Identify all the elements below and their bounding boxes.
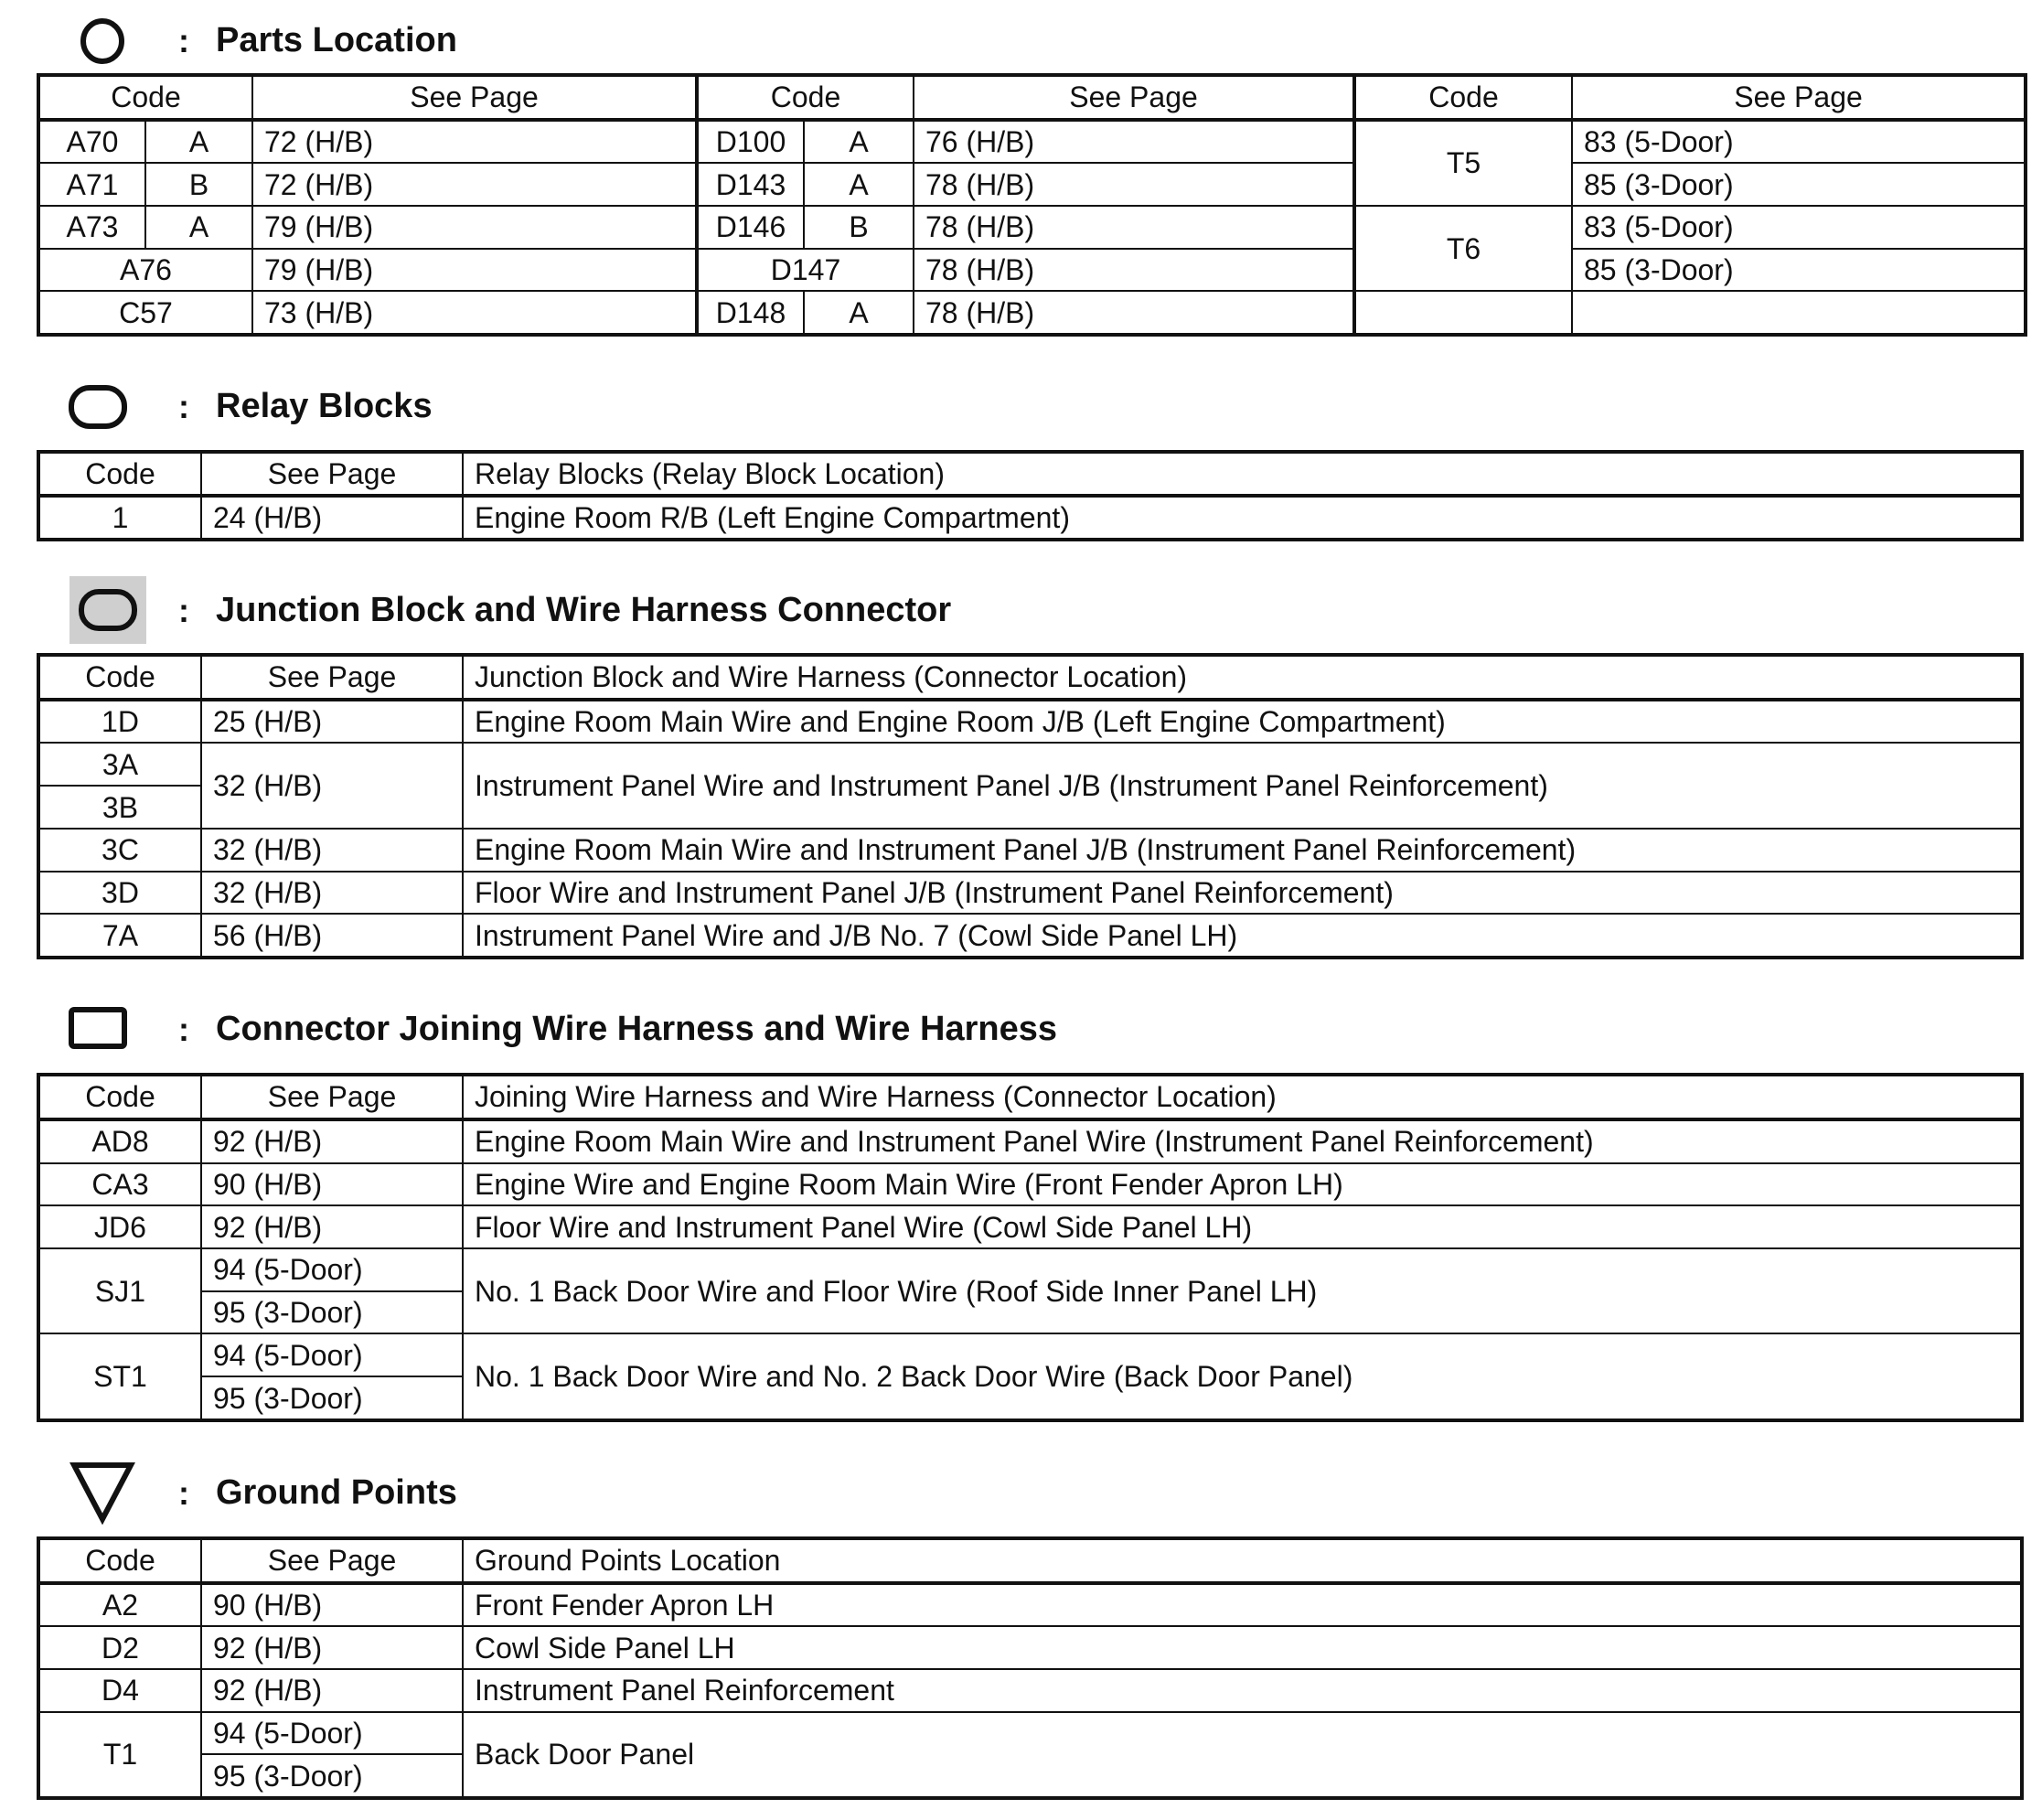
- description-cell: Floor Wire and Instrument Panel Wire (Cowl Side Panel LH): [463, 1205, 2022, 1248]
- table-row: [38, 743, 2022, 786]
- column-header: See Page: [201, 1075, 463, 1119]
- relay-blocks-table: [37, 450, 2024, 541]
- table-row: [38, 1583, 2022, 1627]
- rectangle-icon: [68, 1006, 128, 1052]
- description-cell: Front Fender Apron LH: [463, 1583, 2022, 1627]
- sub-code-cell: A: [145, 206, 252, 249]
- page-cell: 85 (3-Door): [1572, 163, 2026, 206]
- code-cell: A70: [38, 120, 145, 164]
- sub-code-cell: A: [804, 291, 914, 335]
- page-cell: 95 (3-Door): [201, 1754, 463, 1798]
- code-cell: T1: [38, 1712, 201, 1798]
- table-row: [38, 1205, 2022, 1248]
- code-cell: 3C: [38, 829, 201, 872]
- empty-cell: [1572, 291, 2026, 335]
- code-cell: 7A: [38, 914, 201, 958]
- table-row: [38, 829, 2022, 872]
- section-title: Junction Block and Wire Harness Connector: [216, 591, 952, 629]
- table-row: [38, 1712, 2022, 1755]
- sub-code-cell: B: [145, 163, 252, 206]
- page-cell: 90 (H/B): [201, 1583, 463, 1627]
- table-row: [38, 249, 2026, 292]
- sub-code-cell: A: [145, 120, 252, 164]
- code-cell: D146: [697, 206, 804, 249]
- table-row: [38, 872, 2022, 915]
- description-cell: Engine Room Main Wire and Engine Room J/B (Left Engine Compartment): [463, 700, 2022, 744]
- table-header-row: [38, 75, 2026, 120]
- description-cell: Engine Room R/B (Left Engine Compartment): [463, 496, 2022, 540]
- page-cell: 79 (H/B): [252, 206, 697, 249]
- page-cell: 92 (H/B): [201, 1626, 463, 1669]
- junction-block-heading: [0, 567, 2042, 649]
- page-cell: 92 (H/B): [201, 1205, 463, 1248]
- page-cell: 94 (5-Door): [201, 1248, 463, 1291]
- column-header: See Page: [201, 452, 463, 496]
- table-header-row: [38, 452, 2022, 496]
- description-cell: Cowl Side Panel LH: [463, 1626, 2022, 1669]
- section-colon: :: [178, 22, 189, 59]
- page-cell: 24 (H/B): [201, 496, 463, 540]
- table-row: [38, 1626, 2022, 1669]
- page-cell: 78 (H/B): [914, 163, 1354, 206]
- table-header-row: [38, 1538, 2022, 1583]
- page-cell: 94 (5-Door): [201, 1712, 463, 1755]
- shaded-rounded-rectangle-icon: [69, 576, 146, 644]
- page-cell: 78 (H/B): [914, 249, 1354, 292]
- connector-heading: [0, 988, 2042, 1070]
- column-header: Code: [38, 1075, 201, 1119]
- junction-block-table: [37, 653, 2024, 959]
- code-cell: A76: [38, 249, 252, 292]
- description-cell: Engine Wire and Engine Room Main Wire (Front Fender Apron LH): [463, 1163, 2022, 1206]
- column-header: Joining Wire Harness and Wire Harness (Connector Location): [463, 1075, 2022, 1119]
- page-cell: 83 (5-Door): [1572, 206, 2026, 249]
- page-cell: 32 (H/B): [201, 872, 463, 915]
- page-cell: 25 (H/B): [201, 700, 463, 744]
- table-row: [38, 1669, 2022, 1712]
- description-cell: Instrument Panel Wire and J/B No. 7 (Cowl Side Panel LH): [463, 914, 2022, 958]
- parts-location-heading: [0, 0, 2042, 82]
- page-cell: 83 (5-Door): [1572, 120, 2026, 164]
- relay-blocks-heading: [0, 366, 2042, 448]
- empty-cell: [1354, 291, 1572, 335]
- page-cell: 72 (H/B): [252, 163, 697, 206]
- column-header: Code: [38, 75, 252, 120]
- page-cell: 56 (H/B): [201, 914, 463, 958]
- description-cell: Engine Room Main Wire and Instrument Panel J/B (Instrument Panel Reinforcement): [463, 829, 2022, 872]
- description-cell: No. 1 Back Door Wire and Floor Wire (Roof Side Inner Panel LH): [463, 1248, 2022, 1333]
- description-cell: Instrument Panel Wire and Instrument Panel J/B (Instrument Panel Reinforcement): [463, 743, 2022, 828]
- section-title: Connector Joining Wire Harness and Wire Harness: [216, 1010, 1057, 1048]
- column-header: See Page: [201, 1538, 463, 1583]
- code-cell: JD6: [38, 1205, 201, 1248]
- section-title: Relay Blocks: [216, 387, 433, 425]
- column-header: See Page: [201, 655, 463, 700]
- column-header: Ground Points Location: [463, 1538, 2022, 1583]
- page-cell: 72 (H/B): [252, 120, 697, 164]
- column-header: Code: [38, 655, 201, 700]
- page-cell: 95 (3-Door): [201, 1291, 463, 1334]
- table-header-row: [38, 655, 2022, 700]
- table-header-row: [38, 1075, 2022, 1119]
- code-cell: T5: [1354, 120, 1572, 206]
- page-cell: 32 (H/B): [201, 829, 463, 872]
- code-cell: AD8: [38, 1119, 201, 1163]
- column-header: Junction Block and Wire Harness (Connector Location): [463, 655, 2022, 700]
- code-cell: 1D: [38, 700, 201, 744]
- column-header: Code: [38, 1538, 201, 1583]
- code-cell: C57: [38, 291, 252, 335]
- column-header: See Page: [1572, 75, 2026, 120]
- sub-code-cell: A: [804, 120, 914, 164]
- page-cell: 94 (5-Door): [201, 1333, 463, 1376]
- table-row: [38, 496, 2022, 540]
- table-row: [38, 120, 2026, 164]
- table-row: [38, 1163, 2022, 1206]
- code-cell: 3D: [38, 872, 201, 915]
- section-title: Parts Location: [216, 21, 457, 59]
- section-title: Ground Points: [216, 1473, 457, 1512]
- section-colon: :: [178, 1474, 189, 1512]
- column-header: Code: [1354, 75, 1572, 120]
- description-cell: Instrument Panel Reinforcement: [463, 1669, 2022, 1712]
- page-cell: 95 (3-Door): [201, 1376, 463, 1420]
- page-cell: 76 (H/B): [914, 120, 1354, 164]
- column-header: See Page: [252, 75, 697, 120]
- column-header: Code: [697, 75, 914, 120]
- section-colon: :: [178, 1011, 189, 1048]
- code-cell: D100: [697, 120, 804, 164]
- table-row: [38, 163, 2026, 206]
- code-cell: D143: [697, 163, 804, 206]
- code-cell: ST1: [38, 1333, 201, 1420]
- description-cell: No. 1 Back Door Wire and No. 2 Back Door Wire (Back Door Panel): [463, 1333, 2022, 1420]
- code-cell: D147: [697, 249, 914, 292]
- description-cell: Back Door Panel: [463, 1712, 2022, 1798]
- code-cell: T6: [1354, 206, 1572, 291]
- code-cell: D4: [38, 1669, 201, 1712]
- column-header: See Page: [914, 75, 1354, 120]
- table-row: [38, 206, 2026, 249]
- code-cell: 3A: [38, 743, 201, 786]
- parts-location-table: [37, 73, 2027, 337]
- description-cell: Engine Room Main Wire and Instrument Panel Wire (Instrument Panel Reinforcement): [463, 1119, 2022, 1163]
- table-row: [38, 291, 2026, 335]
- code-cell: D2: [38, 1626, 201, 1669]
- table-row: [38, 1333, 2022, 1376]
- page-cell: 78 (H/B): [914, 206, 1354, 249]
- table-row: [38, 1248, 2022, 1291]
- table-row: [38, 1119, 2022, 1163]
- code-cell: SJ1: [38, 1248, 201, 1333]
- column-header: Code: [38, 452, 201, 496]
- table-row: [38, 700, 2022, 744]
- code-cell: A2: [38, 1583, 201, 1627]
- code-cell: A73: [38, 206, 145, 249]
- sub-code-cell: A: [804, 163, 914, 206]
- code-cell: 3B: [38, 786, 201, 829]
- page-cell: 78 (H/B): [914, 291, 1354, 335]
- column-header: Relay Blocks (Relay Block Location): [463, 452, 2022, 496]
- connector-table: [37, 1073, 2024, 1422]
- description-cell: Floor Wire and Instrument Panel J/B (Instrument Panel Reinforcement): [463, 872, 2022, 915]
- triangle-down-icon: [69, 1461, 135, 1525]
- page-cell: 73 (H/B): [252, 291, 697, 335]
- code-cell: D148: [697, 291, 804, 335]
- table-row: [38, 914, 2022, 958]
- page-cell: 92 (H/B): [201, 1669, 463, 1712]
- page-cell: 90 (H/B): [201, 1163, 463, 1206]
- page-cell: 92 (H/B): [201, 1119, 463, 1163]
- code-cell: A71: [38, 163, 145, 206]
- section-colon: :: [178, 592, 189, 629]
- page-cell: 79 (H/B): [252, 249, 697, 292]
- section-colon: :: [178, 388, 189, 425]
- circle-icon: [79, 16, 126, 66]
- sub-code-cell: B: [804, 206, 914, 249]
- rounded-rectangle-icon: [68, 384, 128, 430]
- ground-points-heading: [0, 1450, 2042, 1532]
- page-cell: 32 (H/B): [201, 743, 463, 828]
- page-cell: 85 (3-Door): [1572, 249, 2026, 292]
- code-cell: CA3: [38, 1163, 201, 1206]
- code-cell: 1: [38, 496, 201, 540]
- ground-points-table: [37, 1536, 2024, 1800]
